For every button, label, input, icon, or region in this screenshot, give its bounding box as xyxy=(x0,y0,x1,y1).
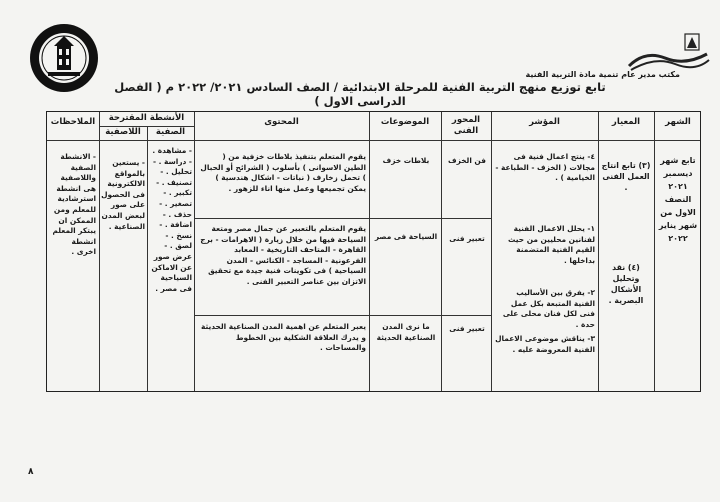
divider-activities xyxy=(99,112,100,391)
indicator-2: ٢- يفرق بين الأساليب الفنية المتبعة بكل عمل فنى لكل فنان محلى على حدة . xyxy=(502,288,595,329)
row-separator-2 xyxy=(194,315,491,316)
axis-row-3: تعبير فنى xyxy=(449,324,485,333)
notes-cell: - الانشطة الصفية واللاصفية هى انشطة استرشادية للمعلم ومن الممكن ان يبتكر المعلم انشطة اخرى . xyxy=(52,152,96,257)
divider-topics xyxy=(369,112,370,391)
seal-logo xyxy=(28,22,100,94)
header-standard: المعيار xyxy=(611,117,641,127)
axis-row-2: تعبير فنى xyxy=(449,234,485,243)
header-topics: الموضوعات xyxy=(380,117,430,127)
document-title: تابع توزيع منهج التربية الفنية للمرحلة الابتدائية / الصف السادس ٢٠٢١/ ٢٠٢٢ م ( الفصل الدراسى الاول ) xyxy=(114,80,606,108)
content-row-3: يعبر المتعلم عن اهمية المدن الصناعية الحديثة و يدرك العلاقة الشكلية بين الخطوط والمساحات . xyxy=(200,322,366,353)
divider-activities-sub xyxy=(147,126,148,391)
month-cell: تابع شهر ديسمبر ٢٠٢١ النصف الاول من شهر يناير ٢٠٢٢ xyxy=(658,156,698,243)
indicator-1: ١- يحلل الاعمال الفنية لفنانين محليين من حيث القيم الفنية المتضمنة بداخلها . xyxy=(507,224,595,265)
header-indicator: المؤشر xyxy=(529,117,560,127)
standard-4: (٤) نقد وتحليل الأشكال البصرية . xyxy=(608,263,644,305)
standard-3: (٣) تابع انتاج العمل الفنى . xyxy=(601,161,651,192)
header-activities-class: الصفية xyxy=(155,127,186,137)
activities-class-cell: - مشاهدة . - دراسة . - تحليل . - تصنيف . - تكبير . - تصغير . - حذف . - اضافة . - نسخ . - لصق . - عرض صور عن الاماكن السياحية فى مصر . xyxy=(151,146,192,293)
activities-extra-cell: - يستعين بالمواقع الالكترونية فى الحصول على صور لبعض المدن الصناعية . xyxy=(101,158,145,231)
topic-row-2: السياحة فى مصر xyxy=(374,232,438,241)
page-number: ٨ xyxy=(28,467,34,477)
topic-row-1: بلاطات خزف xyxy=(382,156,430,165)
office-line: مكتب مدير عام تنمية مادة التربية الفنية xyxy=(525,70,680,79)
content-row-1: يقوم المتعلم بتنفيذ بلاطات خزفية من ( الطين الاسوانى ) بأسلوب ( الشرائح أو الحبال ) تحمل زخارف ( نباتات - اشكال هندسية ) يمكن تجميعها وعمل منها اناء للزهور . xyxy=(200,152,366,193)
divider-month xyxy=(654,112,655,391)
topic-row-3: ما نرى المدن الصناعية الحديثة xyxy=(376,322,436,342)
header-activities-extra: اللاصفية xyxy=(105,127,141,137)
header-notes: الملاحظات xyxy=(50,117,96,127)
header-axis: المحور الفنى xyxy=(451,115,481,136)
indicator-3: ٣- يناقش موضوعى الاعمال الفنية المعروضة عليه . xyxy=(495,334,595,354)
divider-indicator xyxy=(491,112,492,391)
divider-axis xyxy=(441,112,442,391)
divider-content xyxy=(194,112,195,391)
axis-row-1: فن الخزف xyxy=(448,156,486,165)
ministry-logo xyxy=(624,28,712,72)
header-month: الشهر xyxy=(665,117,691,127)
curriculum-table xyxy=(46,111,701,392)
row-separator-1 xyxy=(194,218,491,219)
content-row-2: يقوم المتعلم بالتعبير عن جمال مصر ومتعة السياحة فيها من خلال زيارة ( الاهرامات - برج القاهرة - المتاحف التاريخية - المعابد الفرعونية - المساجد - الكنائس - المدن السياحية ) فى تكوينات فنية جيدة مع تحقيق الاتزان بين عناصر التعبير الفنى . xyxy=(200,224,366,286)
indicator-4: ٤- ينتج اعمال فنية فى مجالات ( الخزف - الطباعة - الخيامية ) . xyxy=(495,152,595,183)
header-content: المحتوى xyxy=(264,117,299,127)
divider-standard xyxy=(598,112,599,391)
header-activities: الأنشطة المقترحة xyxy=(108,113,185,123)
